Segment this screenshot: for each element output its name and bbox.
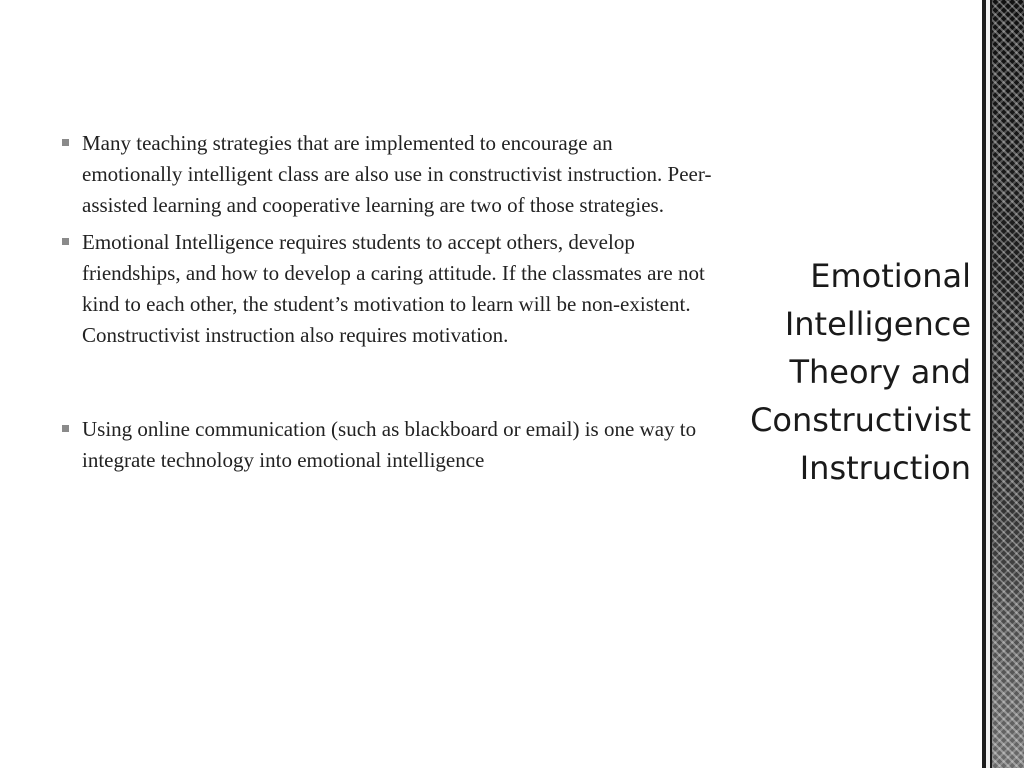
title-line: Constructivist [750, 401, 971, 439]
bullet-text: Many teaching strategies that are implemented to encourage an emotionally intelligent class are also use in constructivist instruction. Peer-assisted learning and cooperative learning are two of those strategies. [82, 131, 712, 217]
title-line: Emotional [810, 257, 971, 295]
square-bullet-icon [62, 238, 69, 245]
bullet-text: Emotional Intelligence requires students to accept others, develop friendships, and how to develop a caring attitude. If the classmates are not kind to each other, the student’s motivation to learn will be non-existent. Constructivist instruction also requires motivation. [82, 230, 705, 347]
bullet-list [62, 128, 712, 482]
decorative-side-line [986, 0, 990, 768]
square-bullet-icon [62, 425, 69, 432]
slide-title [711, 252, 971, 492]
bullet-text: Using online communication (such as blackboard or email) is one way to integrate technology into emotional intelligence [82, 417, 697, 472]
title-line: Theory and [789, 353, 971, 391]
title-line: Intelligence [784, 305, 971, 343]
square-bullet-icon [62, 139, 69, 146]
bullet-item [62, 414, 712, 476]
decorative-side-texture [992, 0, 1024, 768]
title-line: Instruction [799, 449, 971, 487]
bullet-item [62, 128, 712, 221]
bullet-item [62, 227, 712, 351]
